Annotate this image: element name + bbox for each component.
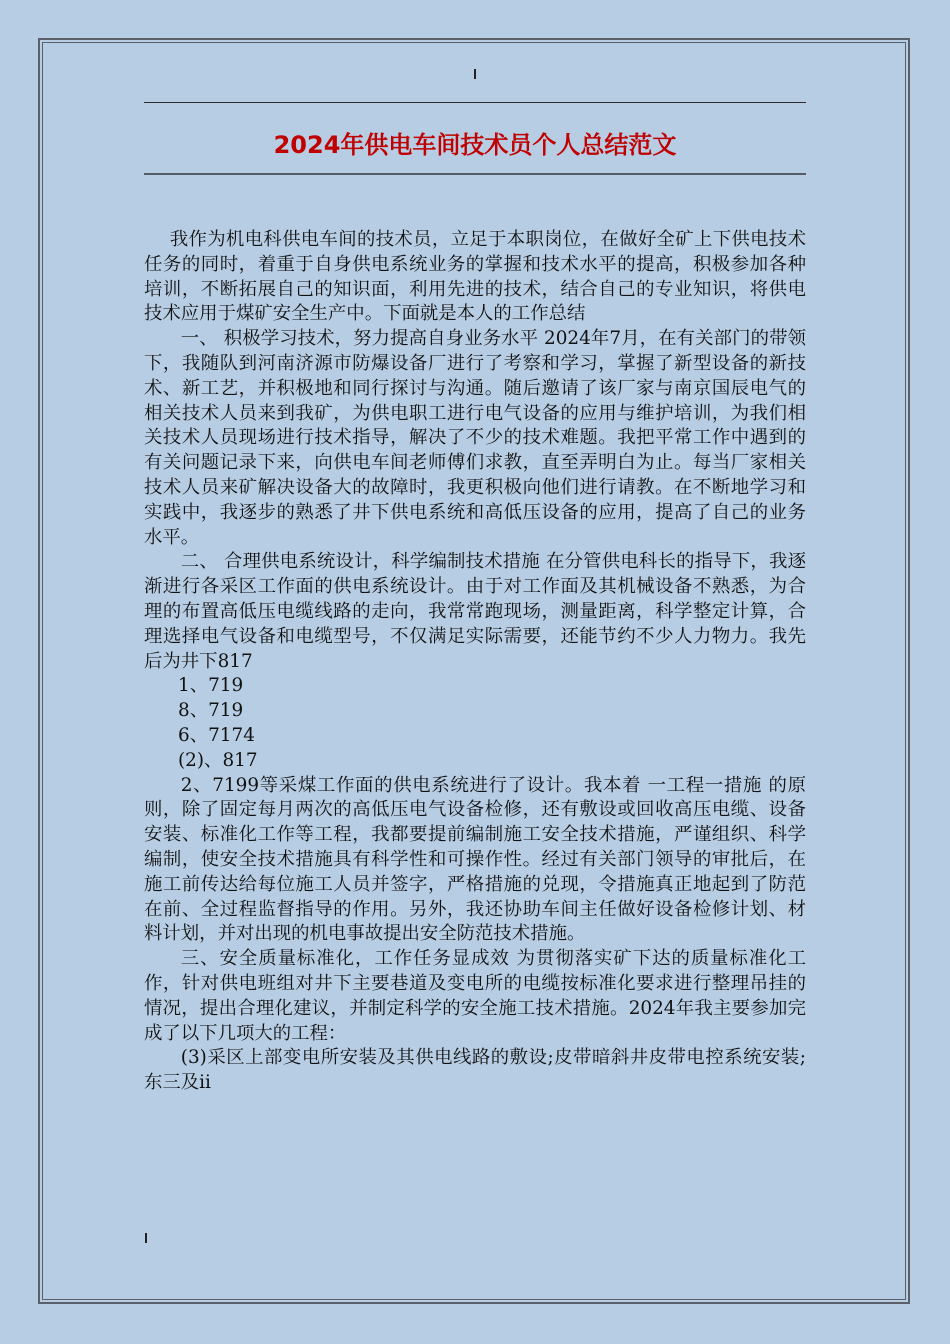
list-item: 6、7174 [178, 724, 255, 746]
document-title: 2024年供电车间技术员个人总结范文 [273, 131, 677, 159]
section-2-continued-paragraph: 2、7199等采煤工作面的供电系统进行了设计。我本着 一工程一措施 的原则，除了固定每月两次的高低压电气设备检修，还有敷设或回收高压电缆、设备安装、标准化工作等工程，我都要提前编制施工安全技术措施，严谨组织、科学编制，使安全技术措施具有科学性和可操作性。经过有关部门领导的审批后，在施工前传达给每位施工人员并签字，严格措施的兑现，令措施真正地起到了防范在前、全过程监督指导的作用。另外，我还协助车间主任做好设备检修计划、材料计划，并对出现的机电事故提出安全防范技术措施。 [144, 774, 806, 945]
title-rule [144, 173, 806, 175]
section-3-paragraph: 三、安全质量标准化，工作任务显成效 为贯彻落实矿下达的质量标准化工作，针对供电班组对井下主要巷道及变电所的电缆按标准化要求进行整理吊挂的情况，提出合理化建议，并制定科学的安全施工技术措施。2024年我主要参加完成了以下几项大的工程： [144, 948, 806, 1044]
header-rule [144, 102, 806, 103]
section-1-paragraph: 一、 积极学习技术，努力提高自身业务水平 2024年7月，在有关部门的带领下，我随队到河南济源市防爆设备厂进行了考察和学习，掌握了新型设备的新技术、新工艺，并积极地和同行探讨与沟通。随后邀请了该厂家与南京国辰电气的相关技术人员来到我矿，为供电职工进行电气设备的应用与维护培训，为我们相关技术人员现场进行技术指导，解决了不少的技术难题。我把平常工作中遇到的有关问题记录下来，向供电车间老师傅们求教，直至弄明白为止。每当厂家相关技术人员来矿解决设备大的故障时，我更积极向他们进行请教。在不断地学习和实践中，我逐步的熟悉了井下供电系统和高低压设备的应用，提高了自己的业务水平。 [144, 328, 806, 548]
document-body [144, 228, 806, 1096]
footer-mark [145, 1233, 147, 1243]
section-2-paragraph: 二、 合理供电系统设计，科学编制技术措施 在分管供电科长的指导下，我逐渐进行各采区工作面的供电系统设计。由于对工作面及其机械设备不熟悉，为合理的布置高低压电缆线路的走向，我常常跑现场，测量距离，科学整定计算，合理选择电气设备和电缆型号，不仅满足实际需要，还能节约不少人力物力。我先后为井下817 [144, 551, 806, 672]
header-mark [474, 69, 476, 79]
list-item: (2)、817 [178, 749, 258, 771]
project-list-paragraph: (3)采区上部变电所安装及其供电线路的敷设;皮带暗斜井皮带电控系统安装;东三及ii [144, 1047, 806, 1094]
list-item: 8、719 [178, 700, 244, 722]
list-item: 1、719 [178, 675, 244, 697]
intro-paragraph: 我作为机电科供电车间的技术员，立足于本职岗位，在做好全矿上下供电技术任务的同时，着重于自身供电系统业务的掌握和技术水平的提高，积极参加各种培训，不断拓展自己的知识面，利用先进的技术，结合自己的专业知识，将供电技术应用于煤矿安全生产中。下面就是本人的工作总结 [144, 229, 806, 325]
